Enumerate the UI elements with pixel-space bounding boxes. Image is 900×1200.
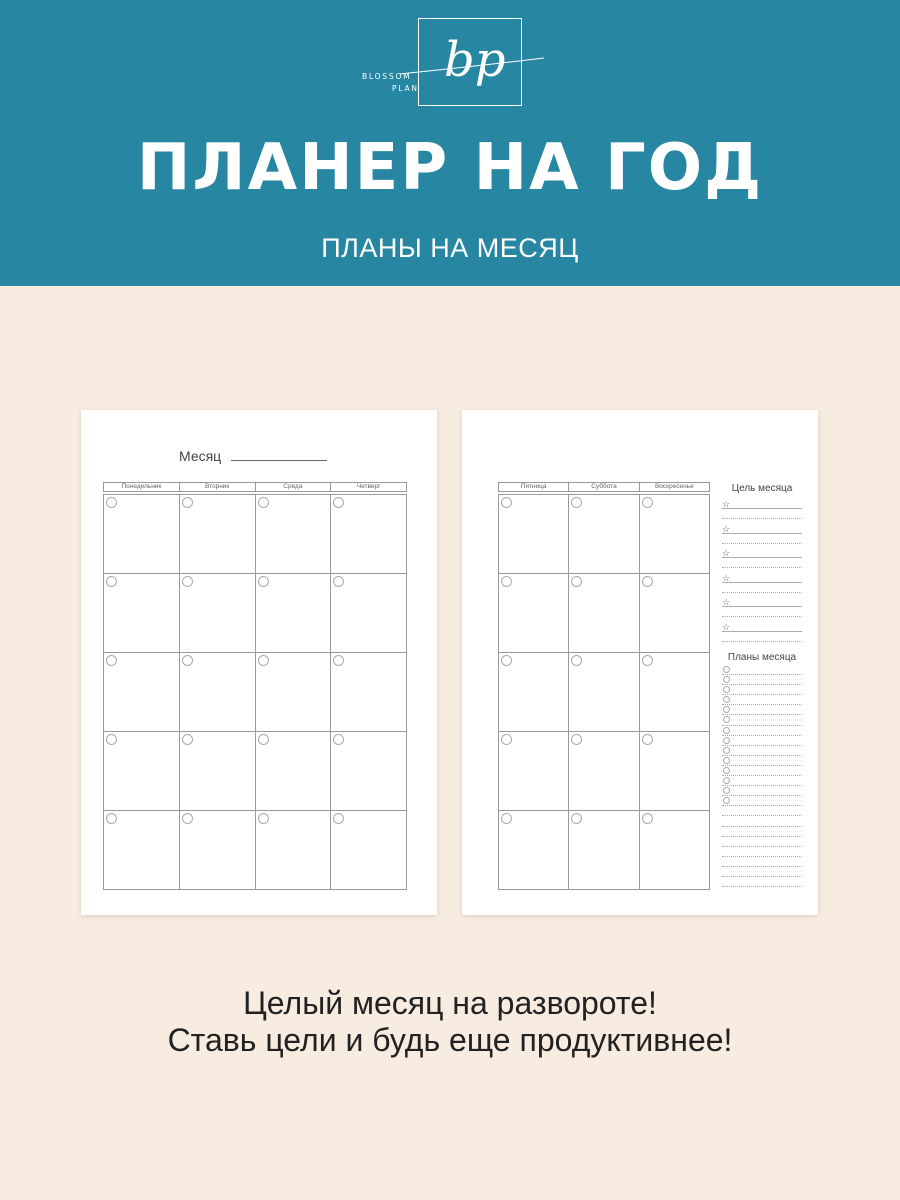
day-cell	[569, 574, 639, 653]
date-circle-icon	[642, 813, 653, 824]
day-cell	[640, 495, 710, 574]
plan-check-circle-icon	[723, 737, 730, 744]
plan-row	[722, 746, 802, 756]
plan-row	[722, 715, 802, 725]
goal-row	[722, 594, 802, 619]
plan-check-circle-icon	[723, 666, 730, 673]
promo-caption	[0, 985, 900, 1059]
plan-row	[722, 806, 802, 816]
goal-list	[722, 496, 802, 643]
plan-row	[722, 736, 802, 746]
day-cell	[256, 653, 332, 732]
day-cell	[569, 732, 639, 811]
weekday-header-left	[103, 482, 407, 492]
date-circle-icon	[571, 497, 582, 508]
date-circle-icon	[258, 734, 269, 745]
day-cell	[104, 732, 180, 811]
day-cell	[180, 653, 256, 732]
weekday-header-right	[498, 482, 710, 492]
date-circle-icon	[106, 497, 117, 508]
day-cell	[640, 811, 710, 890]
day-cell	[331, 574, 407, 653]
day-cell	[104, 574, 180, 653]
plan-check-circle-icon	[723, 787, 730, 794]
plan-row	[722, 877, 802, 887]
plan-check-circle-icon	[723, 777, 730, 784]
goal-row	[722, 619, 802, 644]
plan-list	[722, 665, 802, 887]
weekday-label: Воскресенье	[639, 483, 709, 491]
planner-left-page	[81, 410, 437, 915]
page-title: ПЛАНЕР НА ГОД	[136, 131, 764, 205]
date-circle-icon	[642, 497, 653, 508]
day-cells-right	[498, 494, 710, 890]
calendar-grid-left	[103, 482, 407, 890]
plan-row	[722, 837, 802, 847]
day-cell	[180, 495, 256, 574]
star-icon: ☆	[722, 597, 731, 607]
day-cell	[569, 811, 639, 890]
date-circle-icon	[333, 813, 344, 824]
day-cell	[256, 732, 332, 811]
date-circle-icon	[333, 655, 344, 666]
plan-row	[722, 695, 802, 705]
plans-heading: Планы месяца	[727, 652, 797, 663]
plan-check-circle-icon	[723, 767, 730, 774]
weekday-label: Пятница	[520, 483, 547, 490]
date-circle-icon	[258, 813, 269, 824]
day-cell	[256, 495, 332, 574]
day-cell	[499, 653, 569, 732]
plan-row	[722, 786, 802, 796]
plan-check-circle-icon	[723, 747, 730, 754]
day-cell	[569, 653, 639, 732]
date-circle-icon	[571, 813, 582, 824]
plan-check-circle-icon	[723, 706, 730, 713]
goal-row	[722, 570, 802, 595]
day-cell	[499, 574, 569, 653]
planner-right-page	[462, 410, 818, 915]
date-circle-icon	[571, 576, 582, 587]
day-cell	[331, 811, 407, 890]
day-cell	[331, 732, 407, 811]
date-circle-icon	[258, 497, 269, 508]
day-cell	[256, 811, 332, 890]
caption-line-2: Ставь цели и будь еще продуктивнее!	[167, 1022, 733, 1058]
month-label: Месяц	[179, 448, 222, 464]
date-circle-icon	[106, 655, 117, 666]
day-cells-left	[103, 494, 407, 890]
header-banner	[0, 0, 900, 286]
date-circle-icon	[182, 734, 193, 745]
date-circle-icon	[182, 655, 193, 666]
day-cell	[104, 653, 180, 732]
plan-row	[722, 847, 802, 857]
star-icon: ☆	[722, 523, 731, 534]
date-circle-icon	[642, 734, 653, 745]
weekday-label: Четверг	[330, 483, 406, 491]
day-cell	[569, 495, 639, 574]
day-cell	[499, 732, 569, 811]
logo-monogram: bp	[444, 32, 506, 88]
day-cell	[104, 811, 180, 890]
day-cell	[640, 732, 710, 811]
caption-line-1: Целый месяц на развороте!	[243, 985, 657, 1021]
date-circle-icon	[501, 734, 512, 745]
star-icon: ☆	[722, 548, 731, 558]
day-cell	[180, 732, 256, 811]
date-circle-icon	[571, 655, 582, 666]
plan-row	[722, 766, 802, 776]
plan-check-circle-icon	[723, 686, 730, 693]
plan-row	[722, 665, 802, 675]
goal-row	[722, 496, 802, 521]
date-circle-icon	[333, 497, 344, 508]
plan-check-circle-icon	[723, 716, 730, 723]
date-circle-icon	[182, 576, 193, 587]
goals-heading: Цель месяца	[731, 483, 793, 494]
day-cell	[499, 811, 569, 890]
goal-row	[722, 521, 802, 546]
day-cell	[331, 653, 407, 732]
date-circle-icon	[642, 655, 653, 666]
date-circle-icon	[182, 813, 193, 824]
plan-check-circle-icon	[723, 696, 730, 703]
logo-brand-line2: PLAN	[392, 84, 419, 93]
date-circle-icon	[501, 497, 512, 508]
day-cell	[256, 574, 332, 653]
date-circle-icon	[501, 576, 512, 587]
plan-row	[722, 776, 802, 786]
date-circle-icon	[106, 734, 117, 745]
weekday-label: Понедельник	[121, 483, 162, 490]
date-circle-icon	[571, 734, 582, 745]
plan-row	[722, 685, 802, 695]
month-sidebar	[722, 482, 802, 887]
month-write-line	[231, 460, 327, 461]
plan-row	[722, 756, 802, 766]
star-icon: ☆	[722, 499, 731, 509]
plan-check-circle-icon	[723, 727, 730, 734]
plan-check-circle-icon	[723, 757, 730, 764]
date-circle-icon	[642, 576, 653, 587]
date-circle-icon	[501, 655, 512, 666]
star-icon: ☆	[722, 572, 731, 583]
day-cell	[331, 495, 407, 574]
plan-row	[722, 827, 802, 837]
weekday-label: Среда	[255, 483, 331, 491]
plan-row	[722, 675, 802, 685]
date-circle-icon	[501, 813, 512, 824]
plan-row	[722, 857, 802, 867]
logo-brand-line1: BLOSSOM	[362, 72, 412, 81]
plan-row	[722, 867, 802, 877]
day-cell	[180, 811, 256, 890]
star-icon: ☆	[722, 621, 731, 632]
plan-check-circle-icon	[723, 797, 730, 804]
plan-row	[722, 816, 802, 826]
plan-row	[722, 796, 802, 806]
date-circle-icon	[333, 576, 344, 587]
day-cell	[499, 495, 569, 574]
day-cell	[640, 653, 710, 732]
weekday-label: Суббота	[568, 483, 638, 491]
goal-row	[722, 545, 802, 570]
date-circle-icon	[182, 497, 193, 508]
date-circle-icon	[258, 576, 269, 587]
day-cell	[104, 495, 180, 574]
plan-row	[722, 705, 802, 715]
day-cell	[640, 574, 710, 653]
date-circle-icon	[106, 813, 117, 824]
calendar-grid-right	[498, 482, 710, 890]
plan-row	[722, 726, 802, 736]
date-circle-icon	[106, 576, 117, 587]
date-circle-icon	[258, 655, 269, 666]
weekday-label: Вторник	[179, 483, 255, 491]
page-subtitle: ПЛАНЫ НА МЕСЯЦ	[321, 233, 579, 263]
date-circle-icon	[333, 734, 344, 745]
day-cell	[180, 574, 256, 653]
plan-check-circle-icon	[723, 676, 730, 683]
